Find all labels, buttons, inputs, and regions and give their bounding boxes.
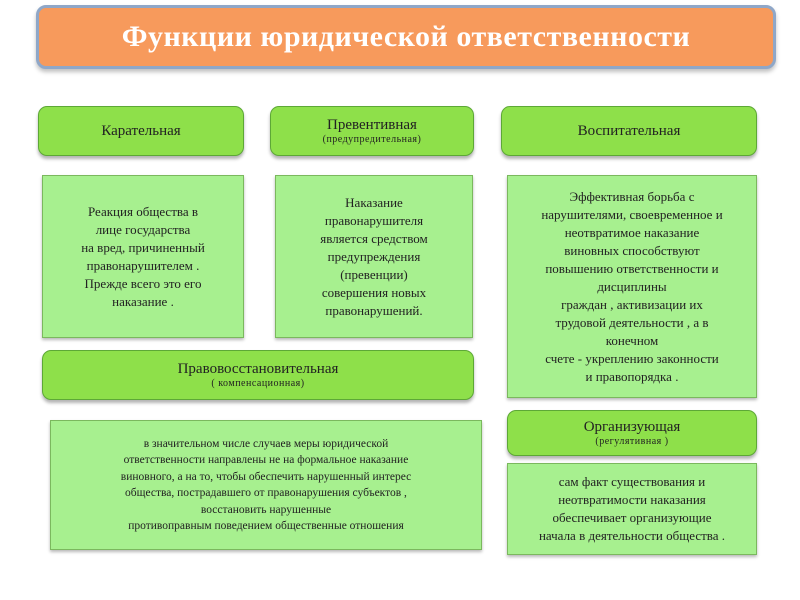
function-header-educational <box>501 106 757 156</box>
function-description-punitive <box>42 175 244 338</box>
function-label: Правовосстановительная <box>177 361 339 377</box>
function-header-punitive <box>38 106 244 156</box>
function-description: сам факт существования и неотвратимости наказания обеспечивает организующие начала в деятельности общества . <box>538 474 726 543</box>
function-label: Воспитательная <box>577 123 681 139</box>
function-description: Наказание правонарушителя является средством предупреждения (превенции) совершения новых правонарушений. <box>320 194 428 318</box>
function-description-organizing <box>507 463 757 555</box>
function-sublabel: (предупредительная) <box>322 134 422 145</box>
function-description-restorative <box>50 420 482 550</box>
title-banner <box>36 5 776 69</box>
function-description-preventive <box>275 175 473 338</box>
function-sublabel: ( компенсационная) <box>211 378 305 389</box>
function-description-educational <box>507 175 757 398</box>
diagram-title: Функции юридической ответственности <box>121 20 691 53</box>
function-description: Эффективная борьба с нарушителями, своевременное и неотвратимое наказание виновных способствуют повышению ответственности и дисциплины граждан , активизации их трудовой деятельности , а в конечном счете - укреплению законности и правопорядка . <box>541 188 723 384</box>
function-description: в значительном числе случаев меры юридической ответственности направлены не на формальное наказание виновного, а на то, чтобы обеспечить нарушенный интерес общества, пострадавшего от правонарушения субъектов , восстановить нарушенные противоправным поведением общественные отношения <box>120 437 412 532</box>
function-label: Организующая <box>583 419 681 435</box>
function-label: Превентивная <box>327 117 417 133</box>
function-label: Карательная <box>101 123 181 139</box>
function-sublabel: (регулятивная ) <box>595 436 669 447</box>
function-description: Реакция общества в лице государства на вред, причиненный правонарушителем . Прежде всего это его наказание . <box>81 203 205 309</box>
function-header-restorative <box>42 350 474 400</box>
function-header-organizing <box>507 410 757 456</box>
function-header-preventive <box>270 106 474 156</box>
